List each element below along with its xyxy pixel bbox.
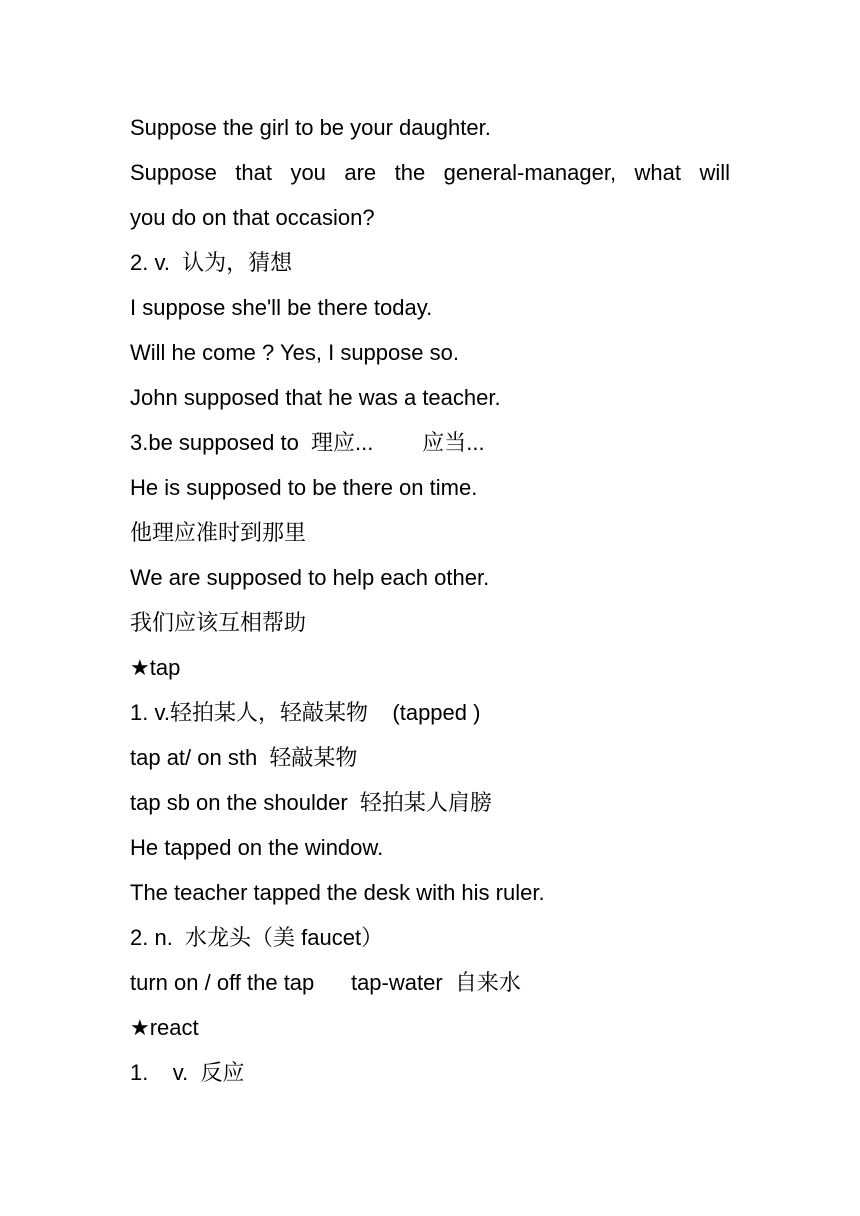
phrase-line: turn on / off the tap tap-water 自来水 — [130, 970, 521, 995]
example-sentence: John supposed that he was a teacher. — [130, 385, 501, 410]
definition-heading: 2. v. 认为，猜想 — [130, 250, 293, 275]
phrase-line: tap sb on the shoulder 轻拍某人肩膀 — [130, 790, 492, 815]
example-sentence: He is supposed to be there on time. — [130, 475, 478, 500]
definition-heading: 1. v.轻拍某人，轻敲某物 (tapped ) — [130, 700, 481, 725]
vocab-heading: ★tap — [130, 655, 181, 680]
phrase-line: tap at/ on sth 轻敲某物 — [130, 745, 358, 770]
definition-heading: 1. v. 反应 — [130, 1060, 245, 1085]
text-line: Suppose the girl to be your daughter. — [130, 115, 491, 140]
example-sentence: We are supposed to help each other. — [130, 565, 490, 590]
example-sentence: He tapped on the window. — [130, 835, 384, 860]
definition-heading: 3.be supposed to 理应... 应当... — [130, 430, 485, 455]
example-sentence: The teacher tapped the desk with his ruler. — [130, 880, 545, 905]
example-sentence: I suppose she'll be there today. — [130, 295, 433, 320]
text-line: you do on that occasion? — [130, 205, 375, 230]
document-body — [130, 105, 730, 1095]
text-line: Suppose that you are the general-manager, what will — [130, 160, 730, 185]
vocab-heading: ★react — [130, 1015, 199, 1040]
translation-line: 我们应该互相帮助 — [130, 610, 307, 635]
example-sentence: Will he come ? Yes, I suppose so. — [130, 340, 459, 365]
translation-line: 他理应准时到那里 — [130, 520, 307, 545]
definition-heading: 2. n. 水龙头（美 faucet） — [130, 925, 384, 950]
